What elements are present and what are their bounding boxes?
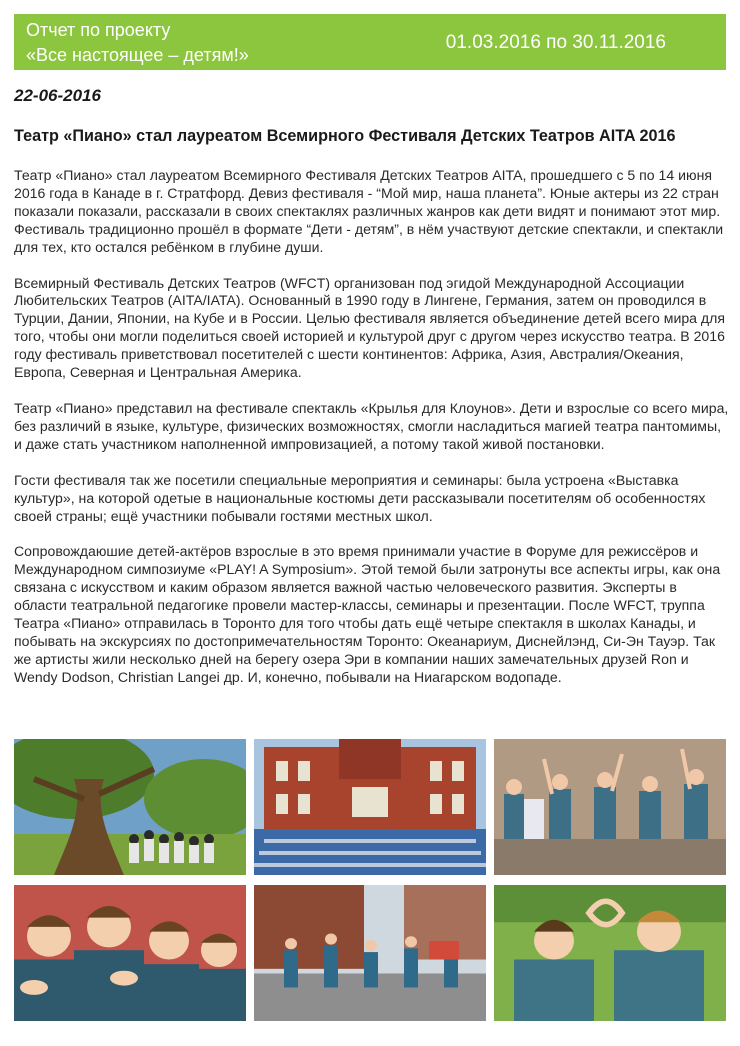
article-body (14, 167, 730, 705)
group-at-red-building-photo (254, 739, 486, 875)
report-title (26, 18, 249, 68)
article-paragraph: Театр «Пиано» стал лауреатом Всемирного Фестиваля Детских Театров AITA, прошедшего с 5 по 14 июня 2016 года в Канаде в г. Стратфорд. Девиз фестиваля - “Мой мир, наша планета”. Юные актеры из 22 стран показали показали, рассказали в своих спектаклях различных жанров как дети видят и понимают этот мир. Фестиваль традиционно прошёл в формате “Дети - детям”, в нём участвуют детские спектакли, и спектакли для тех, кто остался ребёнком в глубине души. (14, 167, 724, 255)
report-banner (14, 14, 726, 70)
kids-on-steps-photo (494, 739, 726, 875)
report-title-line-1: Отчет по проекту (26, 20, 171, 40)
article-headline: Театр «Пиано» стал лауреатом Всемирного Фестиваля Детских Театров AITA 2016 (14, 127, 676, 145)
article-date: 22-06-2016 (14, 86, 101, 105)
article-paragraph: Гости фестиваля так же посетили специальные мероприятия и семинары: была устроена «Выставка культур», на которой одетые в национальные костюмы дети рассказывали посетителям об особенностях своей страны; ещё участники побывали гостями местных школ. (14, 471, 706, 524)
two-kids-heart-photo (494, 885, 726, 1021)
report-title-line-2: «Все настоящее – детям!» (26, 45, 249, 65)
report-dates: 01.03.2016 по 30.11.2016 (445, 32, 666, 53)
article-paragraph: Всемирный Фестиваль Детских Театров (WFCT) организован под эгидой Международной Ассоциации Любительских Театров (AITA/IATA). Основанный в 1990 году в Лингене, Германия, затем он проводился в Турции, Дании, Японии, на Кубе и в России. Целью фестиваля является объединение детей всего мира для того, чтобы они могли поделиться своей историей и культурой друг с другом через искусство театра. В 2016 году фестиваль приветствовал посетителей с шести континентов: Африка, Азия, Австралия/Океания, Европа, Северная и Центральная Америка. (14, 274, 726, 381)
parade-photo (254, 885, 486, 1021)
group-under-tree-photo (14, 739, 246, 875)
kids-closeup-photo (14, 885, 246, 1021)
photo-gallery (14, 739, 726, 1031)
article-paragraph: Сопровождаюшие детей-актёров взрослые в это время принимали участие в Форуме для режиссёров и Международном симпозиуме «PLAY! A Symposium». Этой темой были затронуты все аспекты игры, как она связана с искусством и каким образом является важной частью человеческого развития. Эксперты в области театральной педагогике провели мастер-классы, семинары и презентации. После WFCT, труппа Театра «Пиано» отправилась в Торонто для того чтобы дать ещё четыре спектакля в школах Канады, и побывать на экскурсиях по достопримечательностям Торонто: Океанариум, Диснейлэнд, Си-Эн Тауэр. Так же артисты жили несколько дней на берегу озера Эри в компании наших замечательных друзей Ron и Wendy Dodson, Christian Langei др. И, конечно, побывали на Ниагарском водопаде. (14, 543, 721, 685)
article-paragraph: Театр «Пиано» представил на фестивале спектакль «Крылья для Клоунов». Дети и взрослые со всего мира, без различий в языке, культуре, физических возможностях, смогли насладиться магией театра пантомимы, и даже стать участником наполненной импровизацией, а потому такой живой постановки. (14, 399, 729, 452)
